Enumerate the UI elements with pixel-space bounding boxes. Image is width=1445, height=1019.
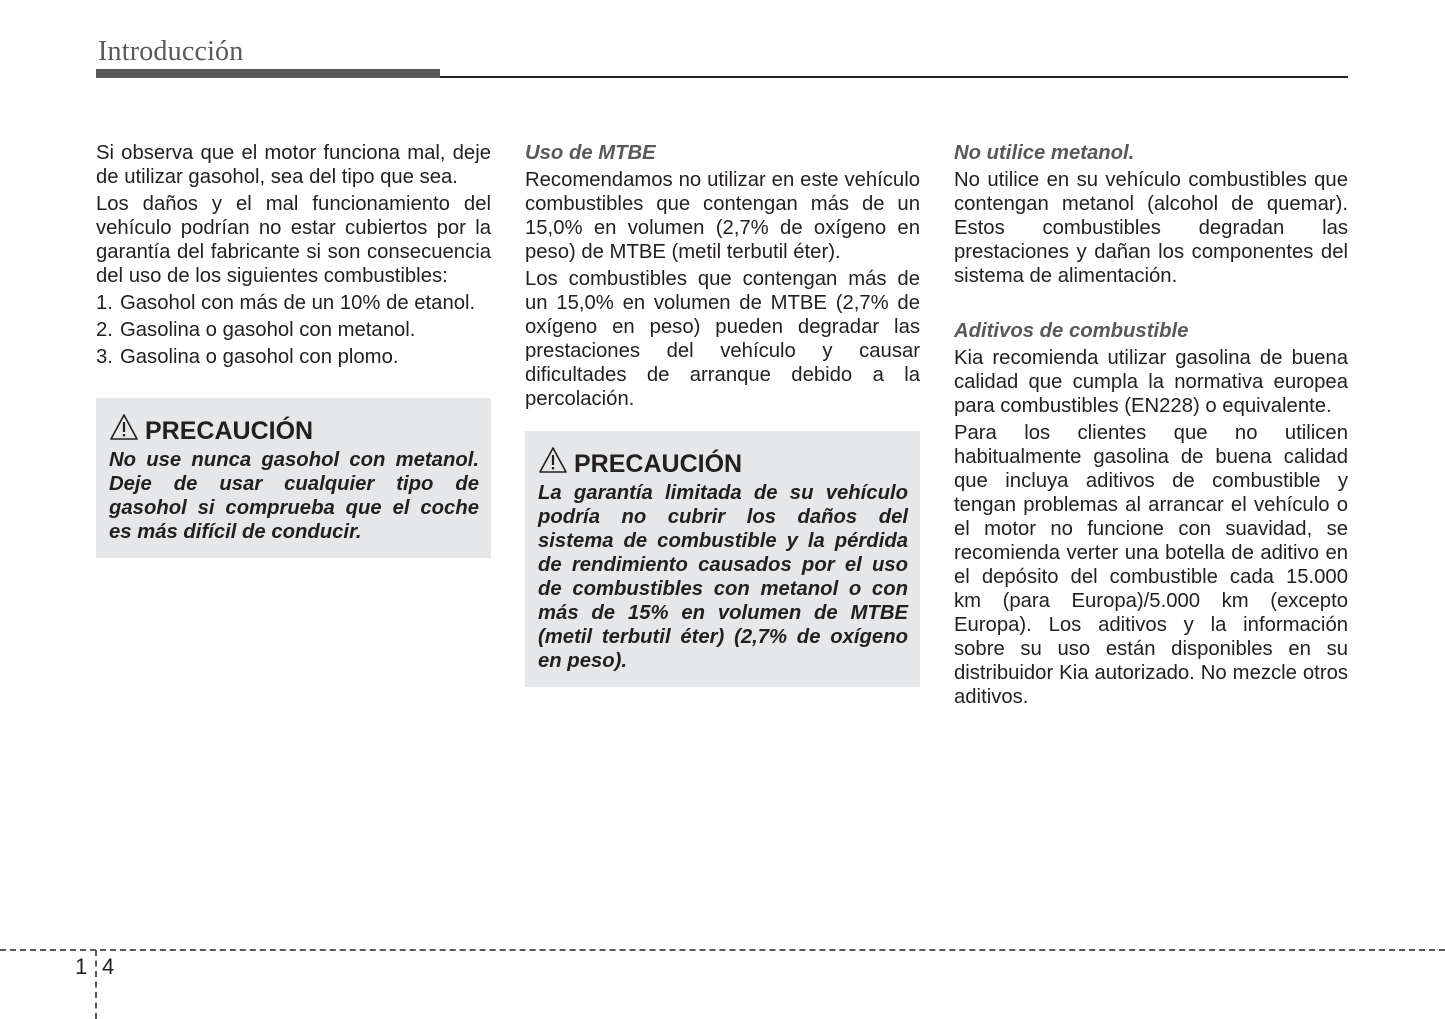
caution-header <box>109 410 479 446</box>
caution-header <box>538 443 908 479</box>
caution-text: No use nunca gasohol con metanol. Deje de usar cualquier tipo de gasohol si comprueba que el coche es más difícil de conducir. <box>109 449 479 543</box>
list-item <box>96 318 491 342</box>
list-text: Gasolina o gasohol con plomo. <box>120 346 399 368</box>
page-title: Introducción <box>98 36 244 67</box>
list-number: 2. <box>96 319 113 341</box>
section-heading: Uso de MTBE <box>525 142 656 164</box>
caution-title: PRECAUCIÓN <box>574 450 743 478</box>
chapter-number: 1 <box>75 954 88 979</box>
paragraph: Kia recomienda utilizar gasolina de buena calidad que cumpla la normativa europea para combustibles (EN228) o equivalente. <box>954 347 1348 417</box>
paragraph: Recomendamos no utilizar en este vehículo combustibles que contengan más de un 15,0% en volumen (2,7% de oxígeno en peso) de MTBE (metil terbutil éter). <box>525 169 920 263</box>
paragraph: Los daños y el mal funcionamiento del vehículo podrían no estar cubiertos por la garantía del fabricante si son consecuencia del uso de los siguientes combustibles: <box>96 193 491 287</box>
list-item <box>96 345 491 369</box>
column-1 <box>96 141 491 558</box>
paragraph: No utilice en su vehículo combustibles que contengan metanol (alcohol de quemar). Estos combustibles degradan las prestaciones y dañan los componentes del sistema de alimentación. <box>954 169 1348 287</box>
section-heading: Aditivos de combustible <box>954 320 1189 342</box>
column-2 <box>525 141 920 687</box>
caution-title: PRECAUCIÓN <box>145 417 314 445</box>
caution-box <box>96 398 491 558</box>
paragraph: Para los clientes que no utilicen habitualmente gasolina de buena calidad que incluya aditivos de combustible y tengan problemas al arrancar el vehículo o el motor no funcione con suavidad, se recomienda verter una botella de aditivo en el depósito del combustible cada 15.000 km (para Europa)/5.000 km (excepto Europa). Los aditivos y la información sobre su uso están disponibles en su distribuidor Kia autorizado. No mezcle otros aditivos. <box>954 422 1348 708</box>
list-item <box>96 291 491 315</box>
warning-triangle-icon <box>538 445 568 475</box>
paragraph: Los combustibles que contengan más de un 15,0% en volumen de MTBE (2,7% de oxígeno en peso) pueden degradar las prestaciones del vehículo y causar dificultades de arranque debido a la percolación. <box>525 268 920 410</box>
column-3 <box>954 141 1348 712</box>
footer-divider <box>0 949 1445 951</box>
section-heading: No utilice metanol. <box>954 142 1135 164</box>
warning-triangle-icon <box>109 412 139 442</box>
fuel-list <box>96 291 491 369</box>
footer-page-separator <box>95 950 97 1019</box>
page-number: 4 <box>102 954 115 979</box>
list-number: 1. <box>96 292 113 314</box>
paragraph: Si observa que el motor funciona mal, deje de utilizar gasohol, sea del tipo que sea. <box>96 142 491 188</box>
list-text: Gasohol con más de un 10% de etanol. <box>120 292 476 314</box>
header-rule-thick <box>96 69 440 78</box>
list-number: 3. <box>96 346 113 368</box>
caution-text: La garantía limitada de su vehículo podría no cubrir los daños del sistema de combustible y la pérdida de rendimiento causados por el uso de combustibles con metanol o con más de 15% en volumen de MTBE (metil terbutil éter) (2,7% de oxígeno en peso). <box>538 482 908 672</box>
header-rule-thin <box>440 76 1348 78</box>
list-text: Gasolina o gasohol con metanol. <box>120 319 416 341</box>
caution-box <box>525 431 920 687</box>
